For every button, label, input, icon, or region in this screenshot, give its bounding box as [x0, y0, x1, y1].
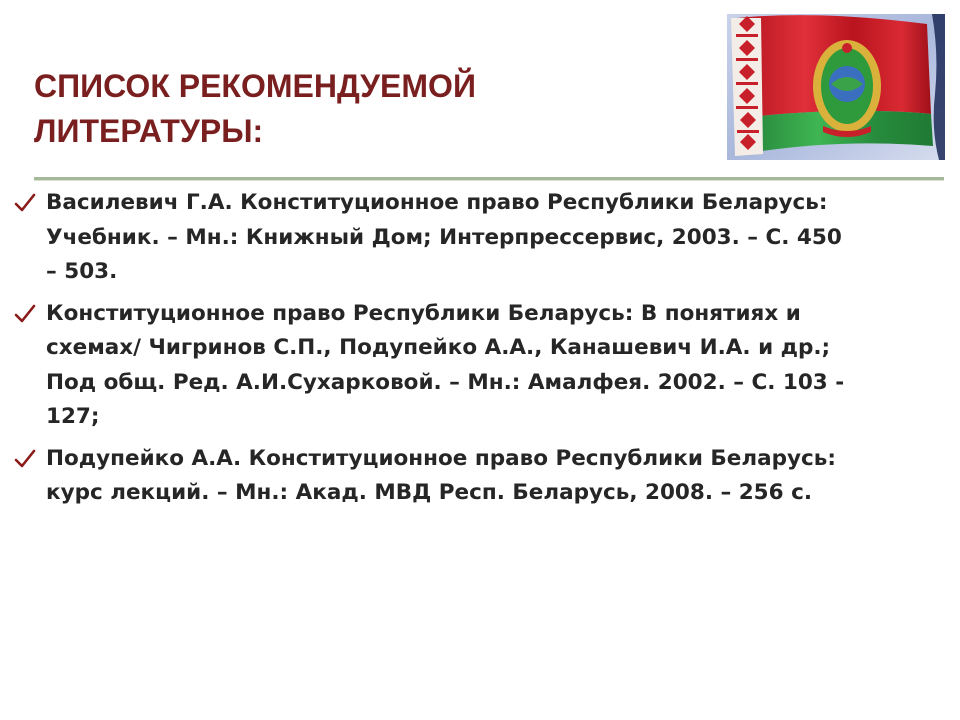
reference-line: схемах/ Чигринов С.П., Подупейко А.А., Канашевич И.А. и др.;: [46, 335, 831, 360]
reference-line: 127;: [46, 404, 100, 429]
reference-line: курс лекций. – Мн.: Акад. МВД Респ. Беларусь, 2008. – 256 с.: [46, 480, 812, 505]
checkmark-icon: [14, 303, 36, 325]
title-line-1: СПИСОК РЕКОМЕНДУЕМОЙ: [34, 68, 476, 104]
checkmark-icon: [14, 192, 36, 214]
title-divider-shadow: [34, 180, 944, 181]
reference-line: Учебник. – Мн.: Книжный Дом; Интерпрессервис, 2003. – С. 450: [46, 224, 842, 250]
belarus-flag-image: [727, 14, 945, 160]
checkmark-icon: [14, 448, 36, 470]
reference-text: [46, 297, 914, 435]
reference-item: [14, 186, 914, 290]
page-title: [34, 64, 674, 154]
reference-text: [46, 442, 914, 511]
reference-line: Конституционное право Республики Беларусь: В понятиях и: [46, 300, 801, 326]
reference-list: [14, 186, 914, 518]
reference-item: [14, 297, 914, 435]
reference-line: Под общ. Ред. А.И.Сухарковой. – Мн.: Амалфея. 2002. – С. 103 -: [46, 369, 845, 395]
reference-text: [46, 186, 914, 290]
title-line-2: ЛИТЕРАТУРЫ:: [34, 113, 264, 149]
reference-line: Василевич Г.А. Конституционное право Республики Беларусь:: [46, 190, 828, 215]
reference-line: Подупейко А.А. Конституционное право Республики Беларусь:: [46, 445, 836, 471]
reference-item: [14, 442, 914, 511]
reference-line: – 503.: [46, 259, 118, 284]
